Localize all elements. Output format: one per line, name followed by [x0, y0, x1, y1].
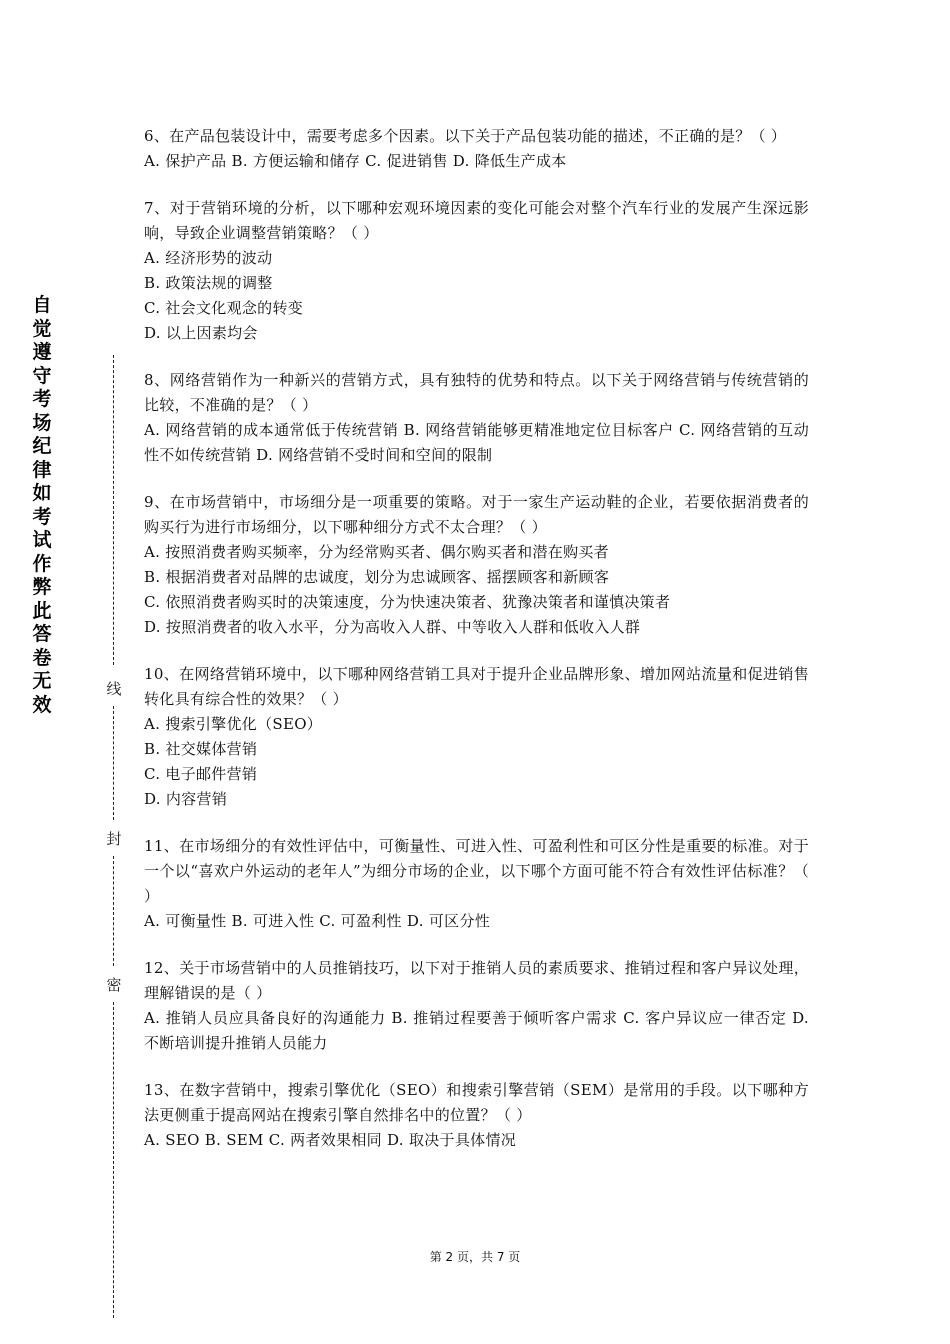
- option-d: D. 以上因素均会: [144, 324, 258, 342]
- question-options: A. 推销人员应具备良好的沟通能力 B. 推销过程要善于倾听客户需求 C. 客户异议应一律否定 D. 不断培训提升推销人员能力: [144, 1009, 809, 1052]
- question-9: [144, 490, 809, 640]
- seal-dashed-line-lower-mid: [113, 856, 114, 966]
- seal-label-secret: 密: [106, 976, 122, 994]
- question-13: [144, 1078, 809, 1153]
- question-7: [144, 196, 809, 346]
- option-c: C. 社会文化观念的转变: [144, 299, 304, 317]
- question-stem: 8、网络营销作为一种新兴的营销方式，具有独特的优势和特点。以下关于网络营销与传统营销的比较，不准确的是？（ ）: [144, 371, 809, 414]
- seal-dashed-line-top: [113, 355, 114, 665]
- question-stem: 6、在产品包装设计中，需要考虑多个因素。以下关于产品包装功能的描述，不正确的是？（ ）: [144, 127, 787, 145]
- question-options: A. 网络营销的成本通常低于传统营销 B. 网络营销能够更精准地定位目标客户 C. 网络营销的互动性不如传统营销 D. 网络营销不受时间和空间的限制: [144, 421, 809, 464]
- question-8: [144, 368, 809, 468]
- question-options: A. 可衡量性 B. 可进入性 C. 可盈利性 D. 可区分性: [144, 912, 491, 930]
- exam-discipline-warning: 自觉遵守考场纪律如考试作弊此答卷无效: [32, 294, 52, 716]
- question-stem: 11、在市场细分的有效性评估中，可衡量性、可进入性、可盈利性和可区分性是重要的标准。对于一个以“喜欢户外运动的老年人”为细分市场的企业，以下哪个方面可能不符合有效性评估标准？（ ）: [144, 837, 809, 905]
- option-a: A. 按照消费者购买频率，分为经常购买者、偶尔购买者和潜在购买者: [144, 543, 609, 561]
- seal-label-seal: 封: [106, 830, 122, 848]
- question-stem: 9、在市场营销中，市场细分是一项重要的策略。对于一家生产运动鞋的企业，若要依据消费者的购买行为进行市场细分，以下哪种细分方式不太合理？（ ）: [144, 493, 809, 536]
- question-options: A. 保护产品 B. 方便运输和储存 C. 促进销售 D. 降低生产成本: [144, 152, 567, 170]
- option-c: C. 电子邮件营销: [144, 765, 258, 783]
- question-stem: 10、在网络营销环境中，以下哪种网络营销工具对于提升企业品牌形象、增加网站流量和促进销售转化具有综合性的效果？（ ）: [144, 665, 809, 708]
- question-options: A. SEO B. SEM C. 两者效果相同 D. 取决于具体情况: [144, 1131, 517, 1149]
- question-list: [144, 124, 809, 1175]
- seal-dashed-line-upper-mid: [113, 706, 114, 820]
- option-c: C. 依照消费者购买时的决策速度，分为快速决策者、犹豫决策者和谨慎决策者: [144, 593, 671, 611]
- option-a: A. 搜索引擎优化（SEO）: [144, 715, 323, 733]
- option-b: B. 社交媒体营销: [144, 740, 258, 758]
- option-d: D. 按照消费者的收入水平，分为高收入人群、中等收入人群和低收入人群: [144, 618, 641, 636]
- question-stem: 12、关于市场营销中的人员推销技巧，以下对于推销人员的素质要求、推销过程和客户异议处理，理解错误的是（ ）: [144, 959, 809, 1002]
- page-number-footer: 第 2 页，共 7 页: [429, 1250, 521, 1264]
- question-12: [144, 956, 809, 1056]
- option-a: A. 经济形势的波动: [144, 249, 273, 267]
- question-6: [144, 124, 809, 174]
- option-b: B. 根据消费者对品牌的忠诚度，划分为忠诚顾客、摇摆顾客和新顾客: [144, 568, 610, 586]
- option-d: D. 内容营销: [144, 790, 228, 808]
- question-11: [144, 834, 809, 934]
- question-stem: 13、在数字营销中，搜索引擎优化（SEO）和搜索引擎营销（SEM）是常用的手段。以下哪种方法更侧重于提高网站在搜索引擎自然排名中的位置？（ ）: [144, 1081, 809, 1124]
- question-10: [144, 662, 809, 812]
- option-b: B. 政策法规的调整: [144, 274, 273, 292]
- question-stem: 7、对于营销环境的分析，以下哪种宏观环境因素的变化可能会对整个汽车行业的发展产生深远影响，导致企业调整营销策略？（ ）: [144, 199, 809, 242]
- seal-label-line: 线: [106, 680, 122, 698]
- seal-dashed-line-bottom: [113, 1002, 114, 1318]
